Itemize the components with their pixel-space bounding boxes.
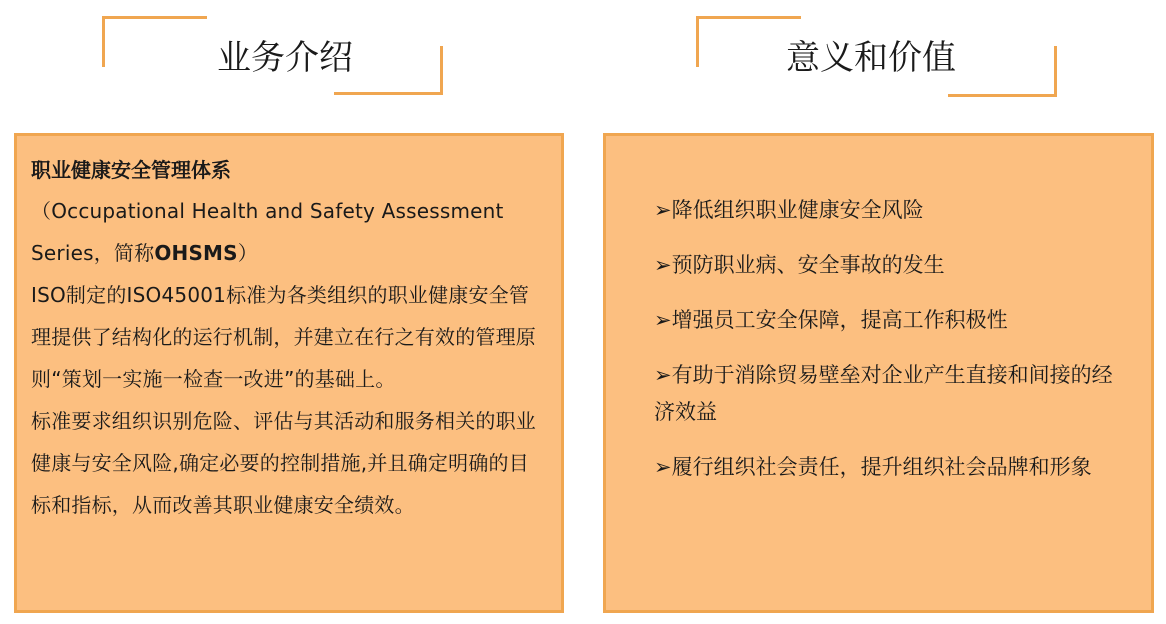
arrow-bullet-icon: ➢	[654, 198, 672, 222]
arrow-bullet-icon: ➢	[654, 308, 672, 332]
series-line	[31, 190, 549, 274]
intro-paragraph-1: ISO制定的ISO45001标准为各类组织的职业健康安全管理提供了结构化的运行机制，并建立在行之有效的管理原则“策划一实施一检查一改进”的基础上。	[31, 283, 536, 391]
arrow-bullet-icon: ➢	[654, 455, 672, 479]
heading-bracket-top-left	[102, 16, 207, 67]
arrow-bullet-icon: ➢	[654, 253, 672, 277]
section-heading-business: 业务介绍	[217, 38, 353, 78]
value-item: ➢履行组织社会责任，提升组织社会品牌和形象	[654, 455, 1092, 479]
value-panel	[603, 133, 1154, 613]
value-item: ➢降低组织职业健康安全风险	[654, 198, 924, 222]
intro-paragraph-2: 标准要求组织识别危险、评估与其活动和服务相关的职业健康与安全风险,确定必要的控制措施,并且确定明确的目标和指标，从而改善其职业健康安全绩效。	[31, 409, 536, 517]
series-line-2b: ）	[237, 241, 258, 265]
value-list	[654, 192, 1131, 486]
business-intro-panel	[14, 133, 564, 613]
series-line-2a: Series，简称	[31, 241, 155, 265]
heading-bracket-bottom-right	[948, 46, 1057, 97]
section-heading-value: 意义和价值	[786, 38, 956, 78]
value-item: ➢有助于消除贸易壁垒对企业产生直接和间接的经济效益	[654, 363, 1113, 424]
system-title: 职业健康安全管理体系	[31, 158, 231, 182]
arrow-bullet-icon: ➢	[654, 363, 672, 387]
value-item: ➢增强员工安全保障，提高工作积极性	[654, 308, 1008, 332]
value-item: ➢预防职业病、安全事故的发生	[654, 253, 945, 277]
series-abbreviation: OHSMS	[154, 241, 238, 265]
series-line-1: （Occupational Health and Safety Assessment	[31, 199, 504, 223]
